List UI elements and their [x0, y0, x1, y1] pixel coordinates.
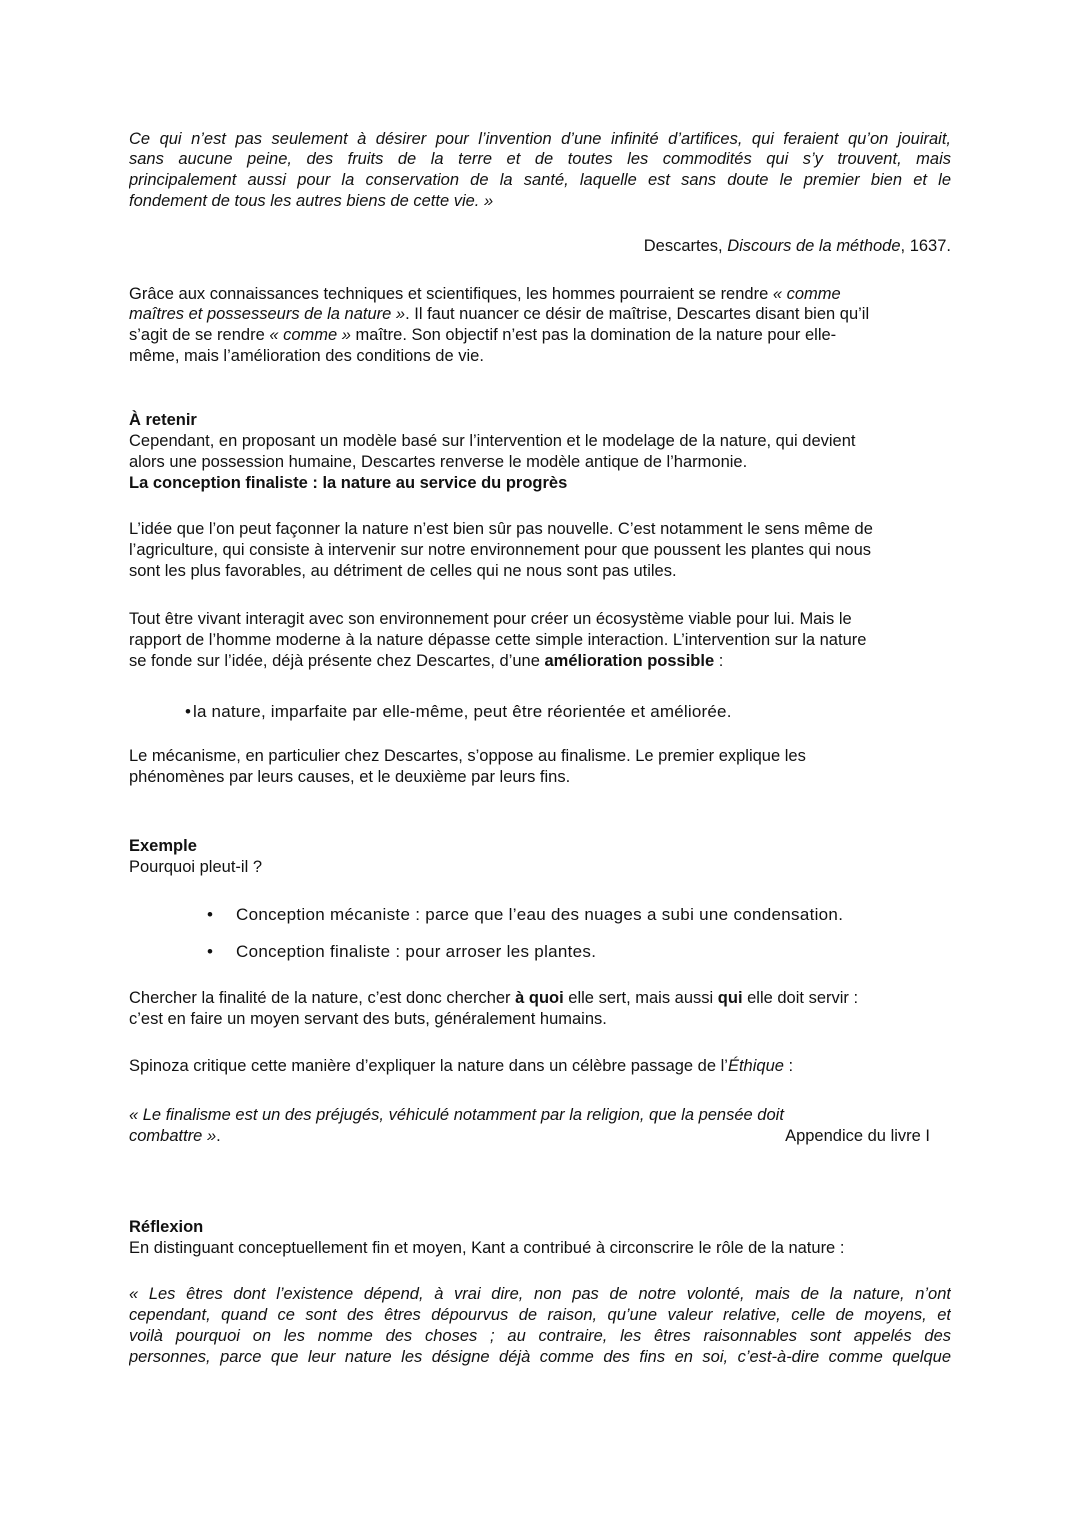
text-run: Conception finaliste : pour arroser les plantes.: [236, 942, 597, 961]
text-run: Cependant, en proposant un modèle basé sur l’intervention et le modelage de la nature, qui devient: [129, 432, 856, 450]
text-run: , 1637.: [900, 237, 951, 255]
paragraph-line: [129, 630, 951, 651]
citation: [129, 1126, 930, 1147]
text-run: s’agit de se rendre: [129, 326, 270, 344]
list-item: [207, 941, 1029, 962]
text-run: Spinoza critique cette manière d’expliquer la nature dans un célèbre passage de l’: [129, 1057, 728, 1075]
text-run: Pourquoi pleut-il ?: [129, 858, 262, 876]
text-run: la nature, imparfaite par elle-même, peut être réorientée et améliorée.: [193, 702, 732, 721]
text-run: l’agriculture, qui consiste à intervenir sur notre environnement pour que poussent les plantes qui nous: [129, 541, 872, 559]
quote-line: [129, 191, 951, 212]
quote-line: [129, 1305, 951, 1326]
paragraph-line: [129, 746, 951, 767]
text-run: sont les plus favorables, au détriment de celles qui ne nous sont pas utiles.: [129, 562, 677, 580]
italic-text: combattre »: [129, 1127, 217, 1145]
italic-text: principalement aussi pour la conservation de la santé, laquelle est sans doute le premier bien et le: [129, 171, 951, 189]
italic-text: voilà pourquoi on les nomme des choses ; au contraire, les êtres raisonnables sont appelés des: [129, 1327, 951, 1345]
italic-text: Discours de la méthode: [727, 237, 901, 255]
text-run: Conception mécaniste : parce que l’eau des nuages a subi une condensation.: [236, 905, 844, 924]
quote-line: [129, 1105, 951, 1126]
section-heading: [129, 1217, 951, 1238]
text-run: maître. Son objectif n’est pas la domination de la nature pour elle-: [350, 326, 837, 344]
italic-text: « comme: [772, 285, 841, 303]
paragraph-line: [129, 540, 951, 561]
paragraph-line: [129, 519, 951, 540]
list-item: [185, 701, 1007, 722]
text-run: :: [783, 1057, 794, 1075]
bold-text: Exemple: [129, 837, 197, 855]
text-run: alors une possession humaine, Descartes renverse le modèle antique de l’harmonie.: [129, 453, 748, 471]
text-run: phénomènes par leurs causes, et le deuxième par leurs fins.: [129, 768, 571, 786]
paragraph-line: [129, 1009, 951, 1030]
bullet-icon: •: [185, 702, 192, 721]
paragraph-line: [129, 346, 951, 367]
italic-text: Éthique: [727, 1057, 784, 1075]
quote-line: [129, 1326, 951, 1347]
paragraph-line: [129, 857, 951, 878]
paragraph-line: [129, 431, 951, 452]
text-run: elle sert, mais aussi: [563, 989, 718, 1007]
quote-line: [129, 1284, 951, 1305]
text-run: Le mécanisme, en particulier chez Descartes, s’oppose au finalisme. Le premier explique les: [129, 747, 806, 765]
paragraph-line: [129, 767, 951, 788]
bullet-icon: •: [207, 905, 214, 924]
section-heading: [129, 836, 951, 857]
section-heading: [129, 410, 951, 431]
list-item: [207, 904, 1029, 925]
italic-text: « comme »: [269, 326, 351, 344]
bold-text: À retenir: [129, 411, 197, 429]
text-run: Chercher la finalité de la nature, c’est donc chercher: [129, 989, 516, 1007]
text-run: Grâce aux connaissances techniques et scientifiques, les hommes pourraient se rendre: [129, 285, 773, 303]
text-run: Tout être vivant interagit avec son environnement pour créer un écosystème viable pour lui. Mais le: [129, 610, 852, 628]
italic-text: sans aucune peine, des fruits de la terre et de toutes les commodités qui s’y trouvent, mais: [129, 150, 951, 168]
text-run: c’est en faire un moyen servant des buts, généralement humains.: [129, 1010, 607, 1028]
text-run: Descartes,: [643, 237, 728, 255]
italic-text: fondement de tous les autres biens de cette vie. »: [129, 192, 494, 210]
bold-text: La conception finaliste : la nature au service du progrès: [129, 474, 568, 492]
paragraph-line: [129, 325, 951, 346]
bold-text: qui: [717, 989, 743, 1007]
italic-text: « Le finalisme est un des préjugés, véhiculé notamment par la religion, que la pensée doit: [129, 1106, 784, 1124]
citation: [129, 236, 951, 257]
paragraph-line: [129, 988, 951, 1009]
quote-line: [129, 1347, 951, 1368]
text-run: rapport de l’homme moderne à la nature dépasse cette simple interaction. L’intervention sur la nature: [129, 631, 867, 649]
text-run: :: [714, 652, 724, 670]
text-run: elle doit servir :: [742, 989, 859, 1007]
paragraph-line: [129, 452, 951, 473]
text-run: même, mais l’amélioration des conditions de vie.: [129, 347, 484, 365]
paragraph-line: [129, 1238, 951, 1259]
paragraph-line: [129, 1056, 951, 1077]
italic-text: maîtres et possesseurs de la nature »: [129, 305, 406, 323]
italic-text: personnes, parce que leur nature les désigne déjà comme des fins en soi, c’est-à-dire comme quelque: [129, 1348, 951, 1366]
italic-text: « Les êtres dont l’existence dépend, à vrai dire, non pas de notre volonté, mais de la nature, n’ont: [129, 1285, 951, 1303]
italic-text: Ce qui n’est pas seulement à désirer pour l’invention d’une infinité d’artifices, qui feraient qu’on jouirait,: [129, 130, 951, 148]
text-run: .: [216, 1127, 221, 1145]
italic-text: cependant, quand ce sont des êtres dépourvus de raison, qu’une valeur relative, celle de moyens, et: [129, 1306, 951, 1324]
bold-text: à quoi: [515, 989, 564, 1007]
bold-text: amélioration possible: [544, 652, 715, 670]
text-run: En distinguant conceptuellement fin et moyen, Kant a contribué à circonscrire le rôle de la nature :: [129, 1239, 845, 1257]
text-run: se fonde sur l’idée, déjà présente chez Descartes, d’une: [129, 652, 545, 670]
quote-line: [129, 129, 951, 150]
subheading: [129, 473, 951, 494]
paragraph-line: [129, 304, 951, 325]
bold-text: Réflexion: [129, 1218, 204, 1236]
quote-line: [129, 149, 951, 170]
paragraph-line: [129, 284, 951, 305]
paragraph-line: [129, 561, 951, 582]
text-run: . Il faut nuancer ce désir de maîtrise, Descartes disant bien qu’il: [405, 305, 870, 323]
bullet-icon: •: [207, 942, 214, 961]
text-run: L’idée que l’on peut façonner la nature n’est bien sûr pas nouvelle. C’est notamment le sens même de: [129, 520, 873, 538]
text-run: Appendice du livre I: [785, 1127, 930, 1145]
paragraph-line: [129, 651, 951, 672]
quote-line: [129, 170, 951, 191]
paragraph-line: [129, 609, 951, 630]
